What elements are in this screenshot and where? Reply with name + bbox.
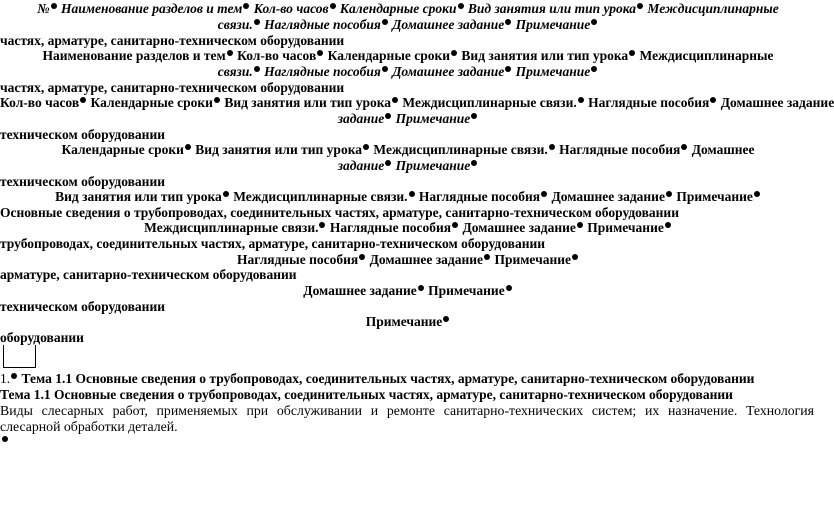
- col-note: Примечание: [587, 220, 664, 235]
- bullet-icon: [754, 191, 760, 197]
- bullet-icon: [363, 144, 369, 150]
- col-type: Вид занятия или тип урока: [467, 1, 637, 16]
- col-links: Междисциплинарные связи.: [402, 95, 577, 110]
- bullet-icon: [637, 3, 643, 9]
- bullet-icon: [359, 254, 365, 260]
- col-aids: Наглядные пособия: [559, 142, 681, 157]
- fragment-6: трубопроводах, соединительных частях, арматуре, санитарно-техническом оборудовании: [0, 236, 546, 251]
- bullet-icon: [591, 19, 597, 25]
- bullet-icon: [665, 222, 671, 228]
- bullet-icon: [385, 160, 391, 166]
- col-note: Примечание: [365, 314, 443, 329]
- col-hours: Кол-во часов: [0, 95, 80, 110]
- bullet-icon: [2, 436, 8, 442]
- col-homework-word2: задание: [337, 158, 385, 173]
- col-links: Междисциплинарные связи.: [373, 142, 548, 157]
- col-links: Междисциплинарные связи.: [233, 189, 408, 204]
- bullet-icon: [418, 285, 424, 291]
- header-row-4b: [0, 158, 816, 174]
- fragment-4: техническом оборудовании: [0, 174, 166, 189]
- fragment-5: Основные сведения о трубопроводах, соединительных частях, арматуре, санитарно-техническом оборудовании: [0, 205, 679, 220]
- col-hours: Кол-во часов: [237, 48, 317, 63]
- bullet-icon: [11, 373, 17, 379]
- col-links: Междисциплинарные: [639, 48, 774, 63]
- col-homework: Домашнее задание: [392, 17, 505, 32]
- col-note: Примечание: [515, 17, 591, 32]
- col-dates: Календарные сроки: [90, 95, 213, 110]
- col-aids: Наглядные пособия: [588, 95, 710, 110]
- col-name: Наименование разделов и тем: [42, 48, 226, 63]
- bullet-icon: [549, 144, 555, 150]
- bullet-icon: [541, 191, 547, 197]
- col-homework: Домашнее задание: [551, 189, 665, 204]
- bullet-icon: [223, 191, 229, 197]
- bullet-icon: [385, 113, 391, 119]
- bullet-icon: [227, 50, 233, 56]
- bullet-icon: [382, 19, 388, 25]
- col-name: Наименование разделов и тем: [60, 1, 243, 16]
- header-row-3b: [0, 111, 816, 127]
- col-homework-word: задание: [337, 111, 385, 126]
- bullet-icon: [591, 66, 597, 72]
- bullet-icon: [254, 19, 260, 25]
- bullet-icon: [681, 144, 687, 150]
- topic-list-item: [0, 371, 816, 387]
- col-homework: Домашнее задание: [720, 95, 834, 110]
- col-type: Вид занятия или тип урока: [461, 48, 629, 63]
- fragment-2: частях, арматуре, санитарно-техническом оборудовании: [0, 80, 345, 95]
- bullet-icon: [80, 97, 86, 103]
- bullet-icon: [506, 285, 512, 291]
- bullet-icon: [471, 113, 477, 119]
- header-row-4: [0, 142, 816, 158]
- bullet-icon: [254, 66, 260, 72]
- bullet-icon: [409, 191, 415, 197]
- col-aids: Наглядные пособия: [264, 17, 381, 32]
- col-links-word: связи.: [217, 64, 253, 79]
- bullet-icon: [458, 3, 464, 9]
- col-note: Примечание: [676, 189, 753, 204]
- col-homework: Домашнее задание: [392, 64, 505, 79]
- col-links: Междисциплинарные: [647, 1, 779, 16]
- fragment-8: техническом оборудовании: [0, 299, 166, 314]
- header-row-7: [0, 252, 816, 268]
- col-homework: Домашнее задание: [462, 220, 576, 235]
- bullet-icon: [505, 19, 511, 25]
- col-hours: Кол-во часов: [253, 1, 329, 16]
- bullet-icon: [666, 191, 672, 197]
- topic-title: Тема 1.1 Основные сведения о трубопроводах, соединительных частях, арматуре, санитарно-техническом оборудовании: [0, 387, 733, 402]
- topic-body: Виды слесарных работ, применяемых при обслуживании и ремонте санитарно-технических систем; их назначение. Технология слесарной обработки деталей.: [0, 403, 814, 434]
- col-dates: Календарные сроки: [339, 1, 457, 16]
- col-note: Примечание: [395, 111, 471, 126]
- header-row-5: [0, 189, 816, 205]
- col-aids: Наглядные пособия: [264, 64, 381, 79]
- bullet-icon: [471, 160, 477, 166]
- list-number: 1.: [0, 371, 11, 386]
- col-homework: Домашнее задание: [303, 283, 417, 298]
- col-aids: Наглядные пособия: [329, 220, 452, 235]
- bullet-icon: [452, 222, 458, 228]
- fragment-9: оборудовании: [0, 330, 84, 345]
- col-note: Примечание: [395, 158, 471, 173]
- bullet-icon: [710, 97, 716, 103]
- col-dates: Календарные сроки: [61, 142, 184, 157]
- fragment-1: частях, арматуре, санитарно-техническом оборудовании: [0, 33, 345, 48]
- col-homework: Домашнее задание: [369, 252, 484, 267]
- fragment-3: техническом оборудовании: [0, 127, 166, 142]
- col-type: Вид занятия или тип урока: [224, 95, 392, 110]
- col-links: Междисциплинарные связи.: [144, 220, 319, 235]
- col-aids: Наглядные пособия: [237, 252, 359, 267]
- fragment-7: арматуре, санитарно-техническом оборудовании: [0, 267, 297, 282]
- header-row-8: [0, 283, 816, 299]
- bullet-icon: [451, 50, 457, 56]
- col-note: Примечание: [494, 252, 571, 267]
- bullet-icon: [572, 254, 578, 260]
- topic-title-list: Тема 1.1 Основные сведения о трубопроводах, соединительных частях, арматуре, санитарно-техническом оборудовании: [21, 371, 755, 386]
- col-type: Вид занятия или тип урока: [195, 142, 363, 157]
- bullet-icon: [629, 50, 635, 56]
- bullet-icon: [330, 3, 336, 9]
- table-cell: [3, 345, 36, 368]
- bullet-icon: [505, 66, 511, 72]
- header-row-3: [0, 95, 834, 111]
- col-number: №: [37, 1, 50, 16]
- col-aids: Наглядные пособия: [418, 189, 541, 204]
- col-type: Вид занятия или тип урока: [55, 189, 222, 204]
- header-row-6: [0, 220, 816, 236]
- bullet-icon: [51, 3, 57, 9]
- header-row-1: [0, 1, 816, 17]
- bullet-icon: [392, 97, 398, 103]
- col-note: Примечание: [428, 283, 505, 298]
- bullet-icon: [578, 97, 584, 103]
- bullet-icon: [317, 50, 323, 56]
- bullet-icon: [484, 254, 490, 260]
- header-row-1b: [0, 17, 816, 33]
- bullet-icon: [214, 97, 220, 103]
- header-row-2b: [0, 64, 816, 80]
- bullet-icon: [185, 144, 191, 150]
- col-links-word: связи.: [217, 17, 253, 32]
- bullet-icon: [577, 222, 583, 228]
- header-row-2: [0, 48, 816, 64]
- header-row-9: [0, 314, 816, 330]
- trailing-bullet: [0, 434, 816, 450]
- col-dates: Календарные сроки: [327, 48, 451, 63]
- col-homework-word1: Домашнее: [691, 142, 755, 157]
- bullet-icon: [382, 66, 388, 72]
- bullet-icon: [443, 316, 449, 322]
- bullet-icon: [243, 3, 249, 9]
- bullet-icon: [319, 222, 325, 228]
- col-note: Примечание: [515, 64, 591, 79]
